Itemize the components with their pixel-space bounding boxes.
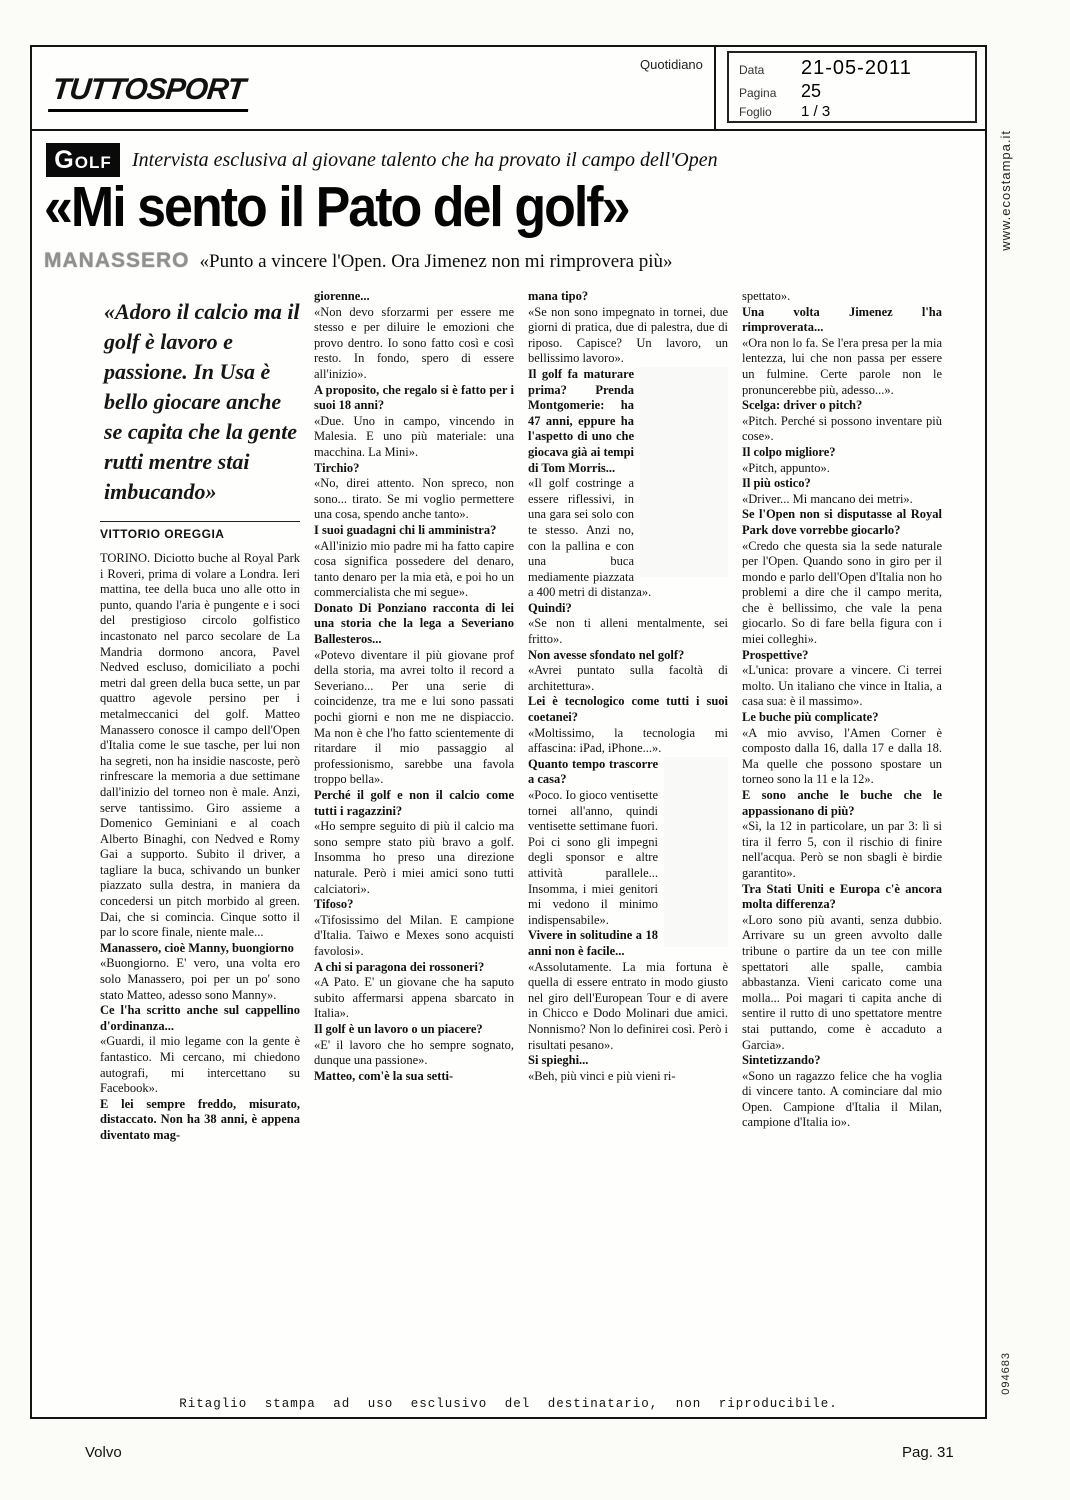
- article-paragraph: «Pitch. Perché si possono inventare più cose».: [742, 413, 942, 444]
- article-paragraph: «Beh, più vinci e più vieni ri-: [528, 1068, 676, 1083]
- byline: VITTORIO OREGGIA: [100, 521, 300, 549]
- interview-question: Tifoso?: [314, 897, 354, 912]
- clipping-code-vertical: 094683: [1000, 1352, 1012, 1395]
- column-text-2: [314, 289, 514, 1084]
- article-paragraph: «No, direi attento. Non spreco, non sono... tirato. Se mi voglio permettere una cosa, spendo anche tanto».: [314, 476, 514, 522]
- interview-question: Prospettive?: [742, 647, 809, 662]
- interview-question: Manassero, cioè Manny, buongiorno: [100, 940, 294, 955]
- column-text-3: [528, 289, 728, 1084]
- interview-question: Scelga: driver o pitch?: [742, 398, 863, 413]
- interview-question: Il più ostico?: [742, 476, 811, 491]
- article-paragraph: «All'inizio mio padre mi ha fatto capire cosa significa possedere del denaro, tanto denaro per la mia età, e poi ho un commercialista che mi segue».: [314, 538, 514, 600]
- article-paragraph: «Ora non lo fa. Se l'era presa per la mia lentezza, lui che non passa per essere un fulmine. Certe parole non le pronuncerebbe più, adesso...».: [742, 335, 942, 397]
- article-paragraph: «Loro sono più avanti, senza dubbio. Arrivare su un green avvolto dalle tribune o partire da un tee con mille spettatori alle spalle, cambia abbastanza. Vieni caricato come una molla... Poi magari ti capita anche di sentire il rutto di uno spettatore mentre stai puttando, come è accaduto a Garcia».: [742, 912, 942, 1052]
- header-rule: [32, 129, 985, 131]
- info-row-date: [739, 57, 965, 80]
- interview-question: Lei è tecnologico come tutti i suoi coetanei?: [528, 694, 728, 725]
- clipping-info-box: [727, 51, 977, 123]
- article-paragraph: «Tifosissimo del Milan. E campione d'Italia. Taiwo e Mexes sono acquisti favolosi».: [314, 912, 514, 958]
- kicker-text: Intervista esclusiva al giovane talento che ha provato il campo dell'Open: [132, 149, 718, 171]
- page-label: Pagina: [739, 86, 777, 100]
- interview-question: Ce l'ha scritto anche sul cappellino d'ordinanza...: [100, 1003, 300, 1033]
- article-paragraph: «Se non sono impegnato in tornei, due giorni di pratica, due di palestra, due di riposo. Capisce? Un lavoro, un bellissimo lavoro».: [528, 304, 728, 366]
- interview-question: Vivere in solitudine a 18 anni non è facile...: [528, 928, 658, 958]
- interview-question: Il colpo migliore?: [742, 444, 836, 459]
- interview-question: Quindi?: [528, 600, 572, 615]
- article-paragraph: «Avrei puntato sulla facoltà di architettura».: [528, 663, 728, 693]
- sheet-value: 1 / 3: [801, 103, 831, 120]
- tuttosport-logo: TUTTOSPORT: [48, 73, 252, 112]
- golf-section-badge: GOLF: [46, 143, 120, 177]
- interview-question: E lei sempre freddo, misurato, distaccato. Non ha 38 anni, è appena diventato mag-: [100, 1096, 300, 1142]
- column-text-4: [742, 289, 942, 1131]
- pull-quote: «Adoro il calcio ma il golf è lavoro e passione. In Usa è bello giocare anche se capita che la gente rutti mentre stai imbucando»: [104, 299, 300, 504]
- ecostampa-url-vertical: www.ecostampa.it: [998, 130, 1013, 251]
- reproduction-disclaimer: Ritaglio stampa ad uso esclusivo del destinatario, non riproducibile.: [179, 1397, 838, 1411]
- article-paragraph: «Poco. Io gioco ventisette tornei all'anno, quindi ventisette settimane fuori. Poi ci sono gli impegni degli sponsor e altre attività parallele... Insomma, i miei genitori mi vedono il minimo indispensabile».: [528, 788, 658, 927]
- interview-question: Il golf è un lavoro o un piacere?: [314, 1021, 483, 1036]
- interview-question: Donato Di Ponziano racconta di lei una storia che la lega a Severiano Ballesteros...: [314, 600, 514, 647]
- article-paragraph: «A Pato. E' un giovane che ha saputo subito affermarsi appena sbarcato in Italia».: [314, 975, 514, 1021]
- interview-question: Sintetizzando?: [742, 1053, 821, 1068]
- interview-question: Quanto tempo trascorre a casa?: [528, 756, 658, 787]
- article-paragraph: «Due. Uno in campo, vincendo in Malesia. E uno più materiale: una macchina. La Mini».: [314, 413, 514, 459]
- article-paragraph: «Driver... Mi mancano dei metri».: [742, 491, 913, 506]
- interview-question: mana tipo?: [528, 289, 589, 303]
- interview-question: Si spieghi...: [528, 1053, 589, 1068]
- date-value: 21-05-2011: [801, 57, 912, 79]
- clipping-frame: [30, 45, 987, 1419]
- article-paragraph: «L'unica: provare a vincere. Ci terrei molto. Un italiano che vince in Italia, a casa sua: è il massimo».: [742, 663, 942, 709]
- article-paragraph: spettato».: [742, 289, 791, 303]
- article-paragraph: «Moltissimo, la tecnologia mi affascina: iPad, iPhone...».: [528, 725, 728, 756]
- subheadline: [44, 249, 924, 273]
- headline: «Mi sento il Pato del golf»: [44, 176, 629, 239]
- subheadline-quote: «Punto a vincere l'Open. Ora Jimenez non mi rimprovera più»: [199, 251, 673, 272]
- sheet-label: Foglio: [739, 105, 772, 119]
- article-paragraph: «Pitch, appunto».: [742, 460, 830, 475]
- article-column-1: [100, 289, 300, 1393]
- date-label: Data: [739, 63, 765, 77]
- article-paragraph: «Il golf costringe a essere riflessivi, in una gara sei solo con te stesso. Anzi no, con la pallina e con una buca mediamente piazzata a 400 metri di distanza».: [528, 476, 652, 600]
- article-column-4: [742, 289, 942, 1393]
- interview-question: Matteo, com'è la sua setti-: [314, 1068, 454, 1083]
- interview-question: A chi si paragona dei rossoneri?: [314, 959, 485, 974]
- subject-name: MANASSERO: [44, 249, 190, 272]
- interview-question: Una volta Jimenez l'ha rimproverata...: [742, 304, 942, 335]
- interview-question: Perché il golf e non il calcio come tutti i ragazzini?: [314, 788, 514, 818]
- article-paragraph: «A mio avviso, l'Amen Corner è composto dalla 16, dalla 17 e dalla 18. Ma quelle che possono spostare un torneo sono la 11 e la 12».: [742, 725, 942, 787]
- article-paragraph: «E' il lavoro che ho sempre sognato, dunque una passione».: [314, 1037, 514, 1068]
- publication-type-label: Quotidiano: [640, 57, 703, 72]
- interview-question: Il golf fa maturare prima? Prenda Montgomerie: ha 47 anni, eppure ha l'aspetto di uno che giocava già ai tempi di Tom Morris...: [528, 366, 634, 475]
- header-divider: [714, 47, 716, 129]
- article-column-2: [314, 289, 514, 1393]
- article-paragraph: «Sì, la 12 in particolare, un par 3: lì si tira il ferro 5, con il rischio di finire nell'acqua. Però se non sbagli è birdie garantito».: [742, 819, 942, 880]
- article-paragraph: «Assolutamente. La mia fortuna è quella di essere entrato in modo giusto nel giro dell'European Tour e di avere in Chicco e Dodo Molinari due amici. Nonnismo? Non lo definirei così. Però i risultati pesano».: [528, 959, 728, 1052]
- interview-question: Se l'Open non si disputasse al Royal Park dove vorrebbe giocarlo?: [742, 507, 942, 537]
- photo-cutout-space: [664, 757, 728, 947]
- interview-question: giorenne...: [314, 289, 370, 303]
- interview-question: Tra Stati Uniti e Europa c'è ancora molta differenza?: [742, 881, 942, 912]
- article-paragraph: «Se non ti alleni mentalmente, sei fritto».: [528, 616, 728, 647]
- article-paragraph: «Credo che questa sia la sede naturale per l'Open. Quando sono in giro per il mondo e parlo dell'Open d'Italia non ho problemi a dire che il campo merita, che è bellissimo, che vale la pena giocarlo. So di fare bella figura con i miei colleghi».: [742, 538, 942, 647]
- footer-brand: Volvo: [85, 1444, 122, 1461]
- article-column-3: [528, 289, 728, 1393]
- article-paragraph: «Sono un ragazzo felice che ha voglia di vincere tanto. A cominciare dal mio Open. Campione d'Italia il Milan, campione d'Italia io».: [742, 1068, 942, 1130]
- interview-question: I suoi guadagni chi li amministra?: [314, 522, 497, 537]
- footer-page-number: Pag. 31: [902, 1444, 954, 1461]
- article-paragraph: «Non devo sforzarmi per essere me stesso e per diluire le emozioni che provo dentro. Io sono fatto così e così resto. In fondo, spero di essere all'inizio».: [314, 304, 514, 381]
- article-paragraph: TORINO. Diciotto buche al Royal Park i Roveri, prima di volare a Londra. Ieri mattina, tee della buca uno alle otto in punto, quando l'aria è pungente e i soci del prestigioso circolo golfistico incastonato nel parco secolare de La Mandria dormono ancora, Pavel Nedved escluso, domiciliato a pochi metri dal green della buca sette, un par quattro agevole persino per i metalmeccanici del golf. Matteo Manassero conosce il campo dell'Open d'Italia come le sue tasche, per lui non ha segreti, non ha insidie nascoste, però rinfrescare la memoria a due settimane dall'inizio del torneo non è male. Anzi, serve tantissimo. Giro assieme a Domenico Geminiani e al coach Alberto Binaghi, con Nedved e Romy Gai a supporto. Subito il driver, a tagliare la buca, schivando un bunker piazzato sulla destra, in maniera da concedersi un pitch morbido al green. Dai, che si comincia. Cinque sotto il par lo score finale, niente male...: [100, 551, 300, 940]
- interview-question: A proposito, che regalo si è fatto per i suoi 18 anni?: [314, 382, 514, 413]
- info-row-page: [739, 81, 965, 102]
- sheet-row: [739, 103, 965, 120]
- article-paragraph: «Ho sempre seguito di più il calcio ma sono sempre stato più bravo a golf. Insomma ho preso una direzione naturale. Però i miei amici sono tutti calciatori».: [314, 819, 514, 896]
- photo-cutout-space: [640, 367, 728, 577]
- interview-question: E sono anche le buche che le appassionano di più?: [742, 788, 942, 818]
- article-paragraph: «Potevo diventare il più giovane prof della storia, ma avrei tolto il record a Severiano... Per una serie di coincidenze, tra me e lui sono passati pochi giorni e non me ne dispiaccio. Ma non è che l'ho fatto scientemente di ritardare il mio passaggio al professionismo, sarebbe una favola troppo bella».: [314, 647, 514, 787]
- interview-question: Non avesse sfondato nel golf?: [528, 647, 685, 662]
- column-text-1: [100, 551, 300, 1144]
- interview-question: Le buche più complicate?: [742, 710, 879, 725]
- article-paragraph: «Buongiorno. E' vero, una volta ero solo Manassero, poi per un po' sono stato Matteo, adesso sono Manny».: [100, 956, 300, 1002]
- interview-question: Tirchio?: [314, 460, 360, 475]
- page-value: 25: [801, 81, 822, 101]
- article-body: [100, 289, 942, 1393]
- article-paragraph: «Guardi, il mio legame con la gente è fantastico. Mi cercano, mi chiedono autografi, mi intercettano su Facebook».: [100, 1034, 300, 1096]
